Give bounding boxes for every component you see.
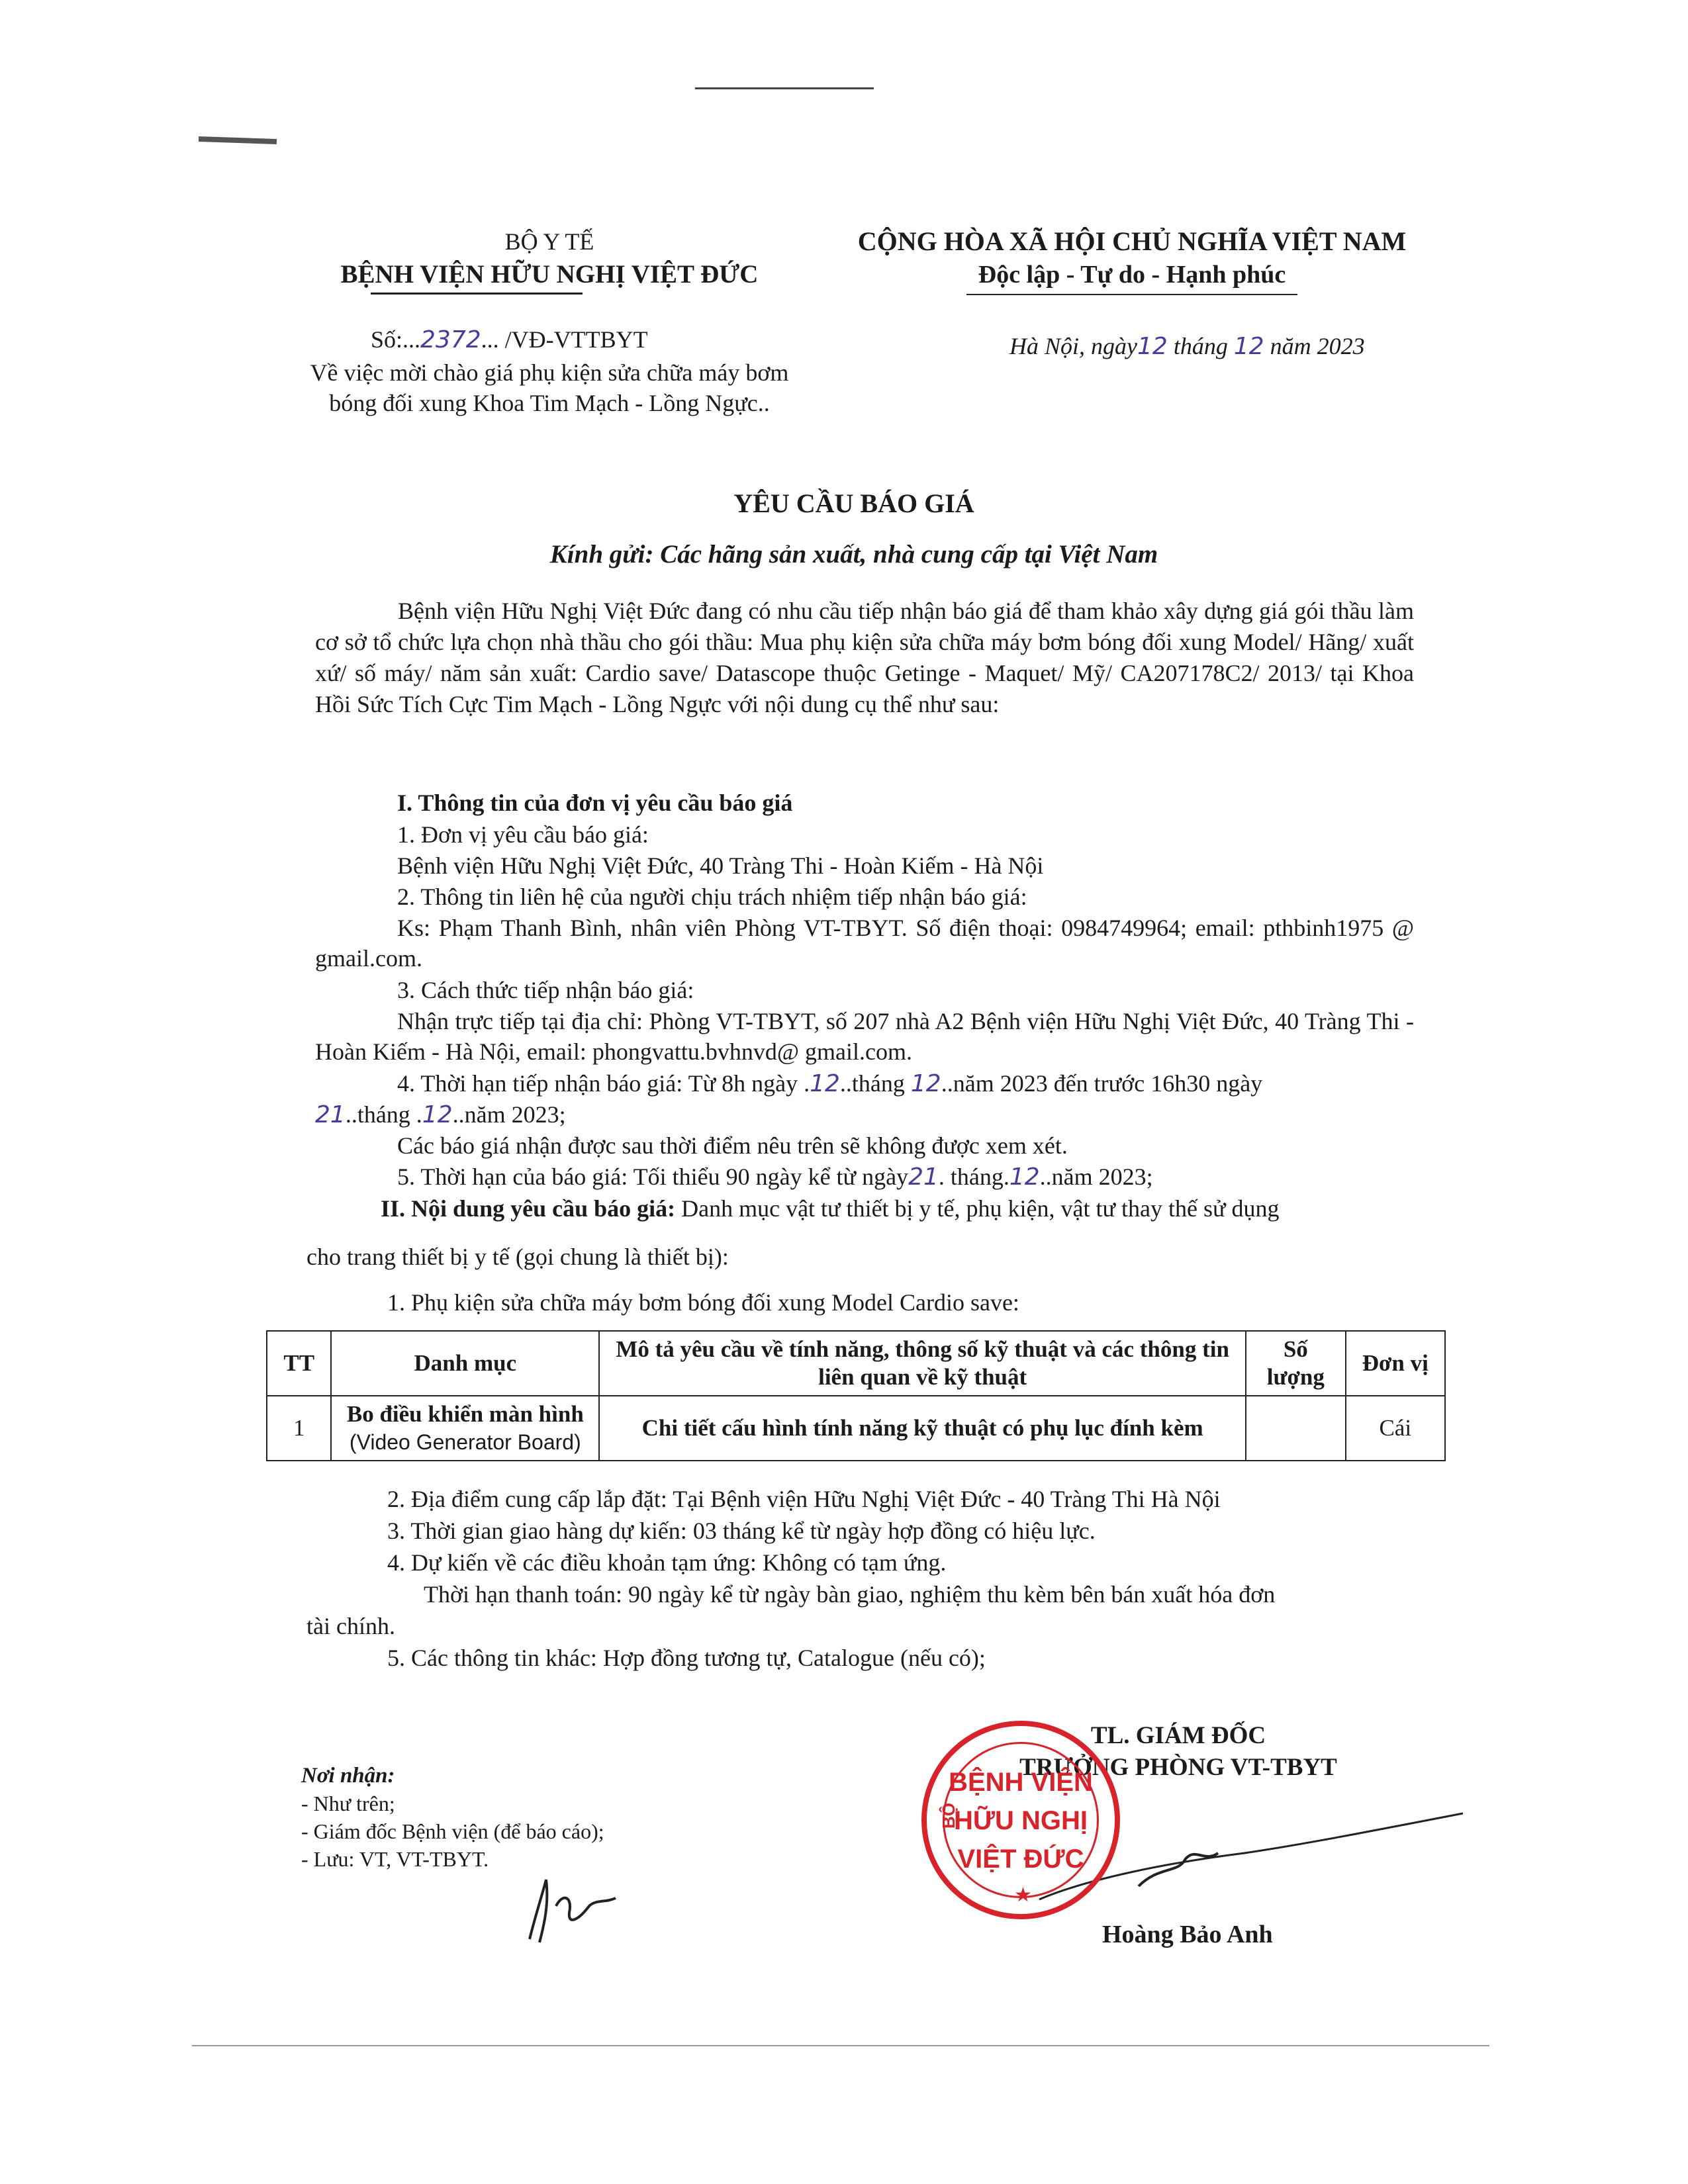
ministry-name: BỘ Y TẾ bbox=[504, 228, 594, 255]
section1-item2-label: 2. Thông tin liên hệ của người chịu trách nhiệm tiếp nhận báo giá: bbox=[397, 884, 1027, 910]
col-item-name: Danh mục bbox=[331, 1331, 599, 1396]
section1-item3-label: 3. Cách thức tiếp nhận báo giá: bbox=[397, 977, 694, 1003]
cell-unit: Cái bbox=[1346, 1396, 1445, 1461]
table-header-row bbox=[267, 1331, 1445, 1396]
scan-edge-line bbox=[695, 87, 874, 89]
signature-title-1: TL. GIÁM ĐỐC bbox=[1090, 1722, 1266, 1749]
list-item4: 4. Dự kiến về các điều khoản tạm ứng: Không có tạm ứng. bbox=[387, 1549, 947, 1576]
cell-item-name: Bo điều khiển màn hình (Video Generator Board) bbox=[331, 1396, 599, 1461]
section1-item4: 4. Thời hạn tiếp nhận báo giá: Từ 8h ngày .12..tháng 12..năm 2023 đến trước 16h30 ngày bbox=[397, 1070, 1263, 1097]
payment-terms-cont: tài chính. bbox=[306, 1613, 395, 1639]
motto: Độc lập - Tự do - Hạnh phúc bbox=[978, 261, 1286, 289]
section1-heading: I. Thông tin của đơn vị yêu cầu báo giá bbox=[397, 790, 793, 816]
recipient-line-2: - Giám đốc Bệnh viện (để báo cáo); bbox=[301, 1819, 604, 1843]
section2-list-item1: 1. Phụ kiện sửa chữa máy bơm bóng đối xung Model Cardio save: bbox=[387, 1289, 1019, 1316]
list-item2: 2. Địa điểm cung cấp lắp đặt: Tại Bệnh viện Hữu Nghị Việt Đức - 40 Tràng Thi Hà Nội bbox=[387, 1486, 1221, 1512]
scan-bottom-line bbox=[192, 2045, 1489, 2046]
requirements-table bbox=[266, 1330, 1446, 1461]
ref-number-handwritten: 2372 bbox=[420, 326, 481, 353]
cell-quantity bbox=[1246, 1396, 1345, 1461]
hospital-name: BỆNH VIỆN HỮU NGHỊ VIỆT ĐỨC bbox=[340, 260, 759, 289]
section2-continuation: cho trang thiết bị y tế (gọi chung là thiết bị): bbox=[306, 1244, 729, 1270]
section1-item4-cont: 21..tháng .12..năm 2023; bbox=[315, 1101, 566, 1128]
hospital-underline bbox=[371, 293, 583, 295]
date-day-handwritten: 12 bbox=[1137, 333, 1168, 360]
signer-name: Hoàng Bảo Anh bbox=[1102, 1921, 1273, 1948]
date-month-handwritten: 12 bbox=[1233, 333, 1264, 360]
table-row bbox=[267, 1396, 1445, 1461]
list-item5: 5. Các thông tin khác: Hợp đồng tương tự, Catalogue (nếu có); bbox=[387, 1645, 986, 1671]
section1-item2-value: Ks: Phạm Thanh Bình, nhân viên Phòng VT-TBYT. Số điện thoại: 0984749964; email: pthbinh1975 @ gmail.com. bbox=[315, 915, 1414, 972]
intro-paragraph: Bệnh viện Hữu Nghị Việt Đức đang có nhu cầu tiếp nhận báo giá để tham khảo xây dựng giá gói thầu làm cơ sở tổ chức lựa chọn nhà thầu cho gói thầu: Mua phụ kiện sửa chữa máy bơm bóng đối xung Model/ Hãng/ xuất xứ/ số máy/ năm sản xuất: Cardio save/ Datascope thuộc Getinge - Maquet/ Mỹ/ CA207178C2/ 2013/ tại Khoa Hồi Sức Tích Cực Tim Mạch - Lồng Ngực với nội dung cụ thể như sau: bbox=[315, 598, 1414, 717]
list-item3: 3. Thời gian giao hàng dự kiến: 03 tháng kể từ ngày hợp đồng có hiệu lực. bbox=[387, 1518, 1096, 1544]
recipient-line-1: - Như trên; bbox=[301, 1792, 395, 1815]
date-line: Hà Nội, ngày12 tháng 12 năm 2023 bbox=[1009, 333, 1365, 360]
section1-item4-note: Các báo giá nhận được sau thời điểm nêu trên sẽ không được xem xét. bbox=[397, 1132, 1068, 1159]
section1-item1-label: 1. Đơn vị yêu cầu báo giá: bbox=[397, 821, 649, 848]
section1-item5: 5. Thời hạn của báo giá: Tối thiểu 90 ngày kể từ ngày21. tháng.12..năm 2023; bbox=[397, 1163, 1153, 1191]
recipients-label: Nơi nhận: bbox=[301, 1764, 395, 1788]
motto-underline bbox=[966, 294, 1297, 295]
official-stamp: BỆNH VIỆN HỮU NGHỊ VIỆT ĐỨC BỘ ★ bbox=[921, 1721, 1120, 1919]
document-subject: Về việc mời chào giá phụ kiện sửa chữa máy bơm bóng đối xung Khoa Tim Mạch - Lồng Ngực.. bbox=[310, 359, 789, 416]
cell-description: Chi tiết cấu hình tính năng kỹ thuật có phụ lục đính kèm bbox=[599, 1396, 1246, 1461]
recipient-line: Kính gửi: Các hãng sản xuất, nhà cung cấp tại Việt Nam bbox=[549, 540, 1158, 569]
document-title: YÊU CẦU BÁO GIÁ bbox=[733, 488, 974, 518]
signature-title-2: TRƯỞNG PHÒNG VT-TBYT bbox=[1019, 1754, 1337, 1781]
scan-mark bbox=[199, 136, 277, 144]
payment-terms: Thời hạn thanh toán: 90 ngày kể từ ngày bàn giao, nghiệm thu kèm bên bán xuất hóa đơn bbox=[424, 1581, 1276, 1608]
republic-title: CỘNG HÒA XÃ HỘI CHỦ NGHĨA VIỆT NAM bbox=[857, 226, 1407, 256]
col-quantity: Số lượng bbox=[1246, 1331, 1345, 1396]
recipient-line-3: - Lưu: VT, VT-TBYT. bbox=[301, 1847, 489, 1871]
section1-item3-value: Nhận trực tiếp tại địa chỉ: Phòng VT-TBYT, số 207 nhà A2 Bệnh viện Hữu Nghị Việt Đức, 40 Tràng Thi - Hoàn Kiếm - Hà Nội, email: phongvattu.bvhnvd@ gmail.com. bbox=[315, 1008, 1414, 1065]
initials-signature bbox=[516, 1866, 629, 1952]
section2-heading: II. Nội dung yêu cầu báo giá: Danh mục vật tư thiết bị y tế, phụ kiện, vật tư thay thế sử dụng bbox=[381, 1195, 1280, 1222]
col-description: Mô tả yêu cầu về tính năng, thông số kỹ thuật và các thông tin liên quan về kỹ thuật bbox=[599, 1331, 1246, 1396]
col-tt: TT bbox=[267, 1331, 331, 1396]
section1-item1-value: Bệnh viện Hữu Nghị Việt Đức, 40 Tràng Thi - Hoàn Kiếm - Hà Nội bbox=[397, 852, 1044, 879]
stamp-star-icon: ★ bbox=[1014, 1884, 1032, 1906]
cell-tt: 1 bbox=[267, 1396, 331, 1461]
ref-number: Số:...2372... /VĐ-VTTBYT bbox=[371, 326, 648, 353]
col-unit: Đơn vị bbox=[1346, 1331, 1445, 1396]
